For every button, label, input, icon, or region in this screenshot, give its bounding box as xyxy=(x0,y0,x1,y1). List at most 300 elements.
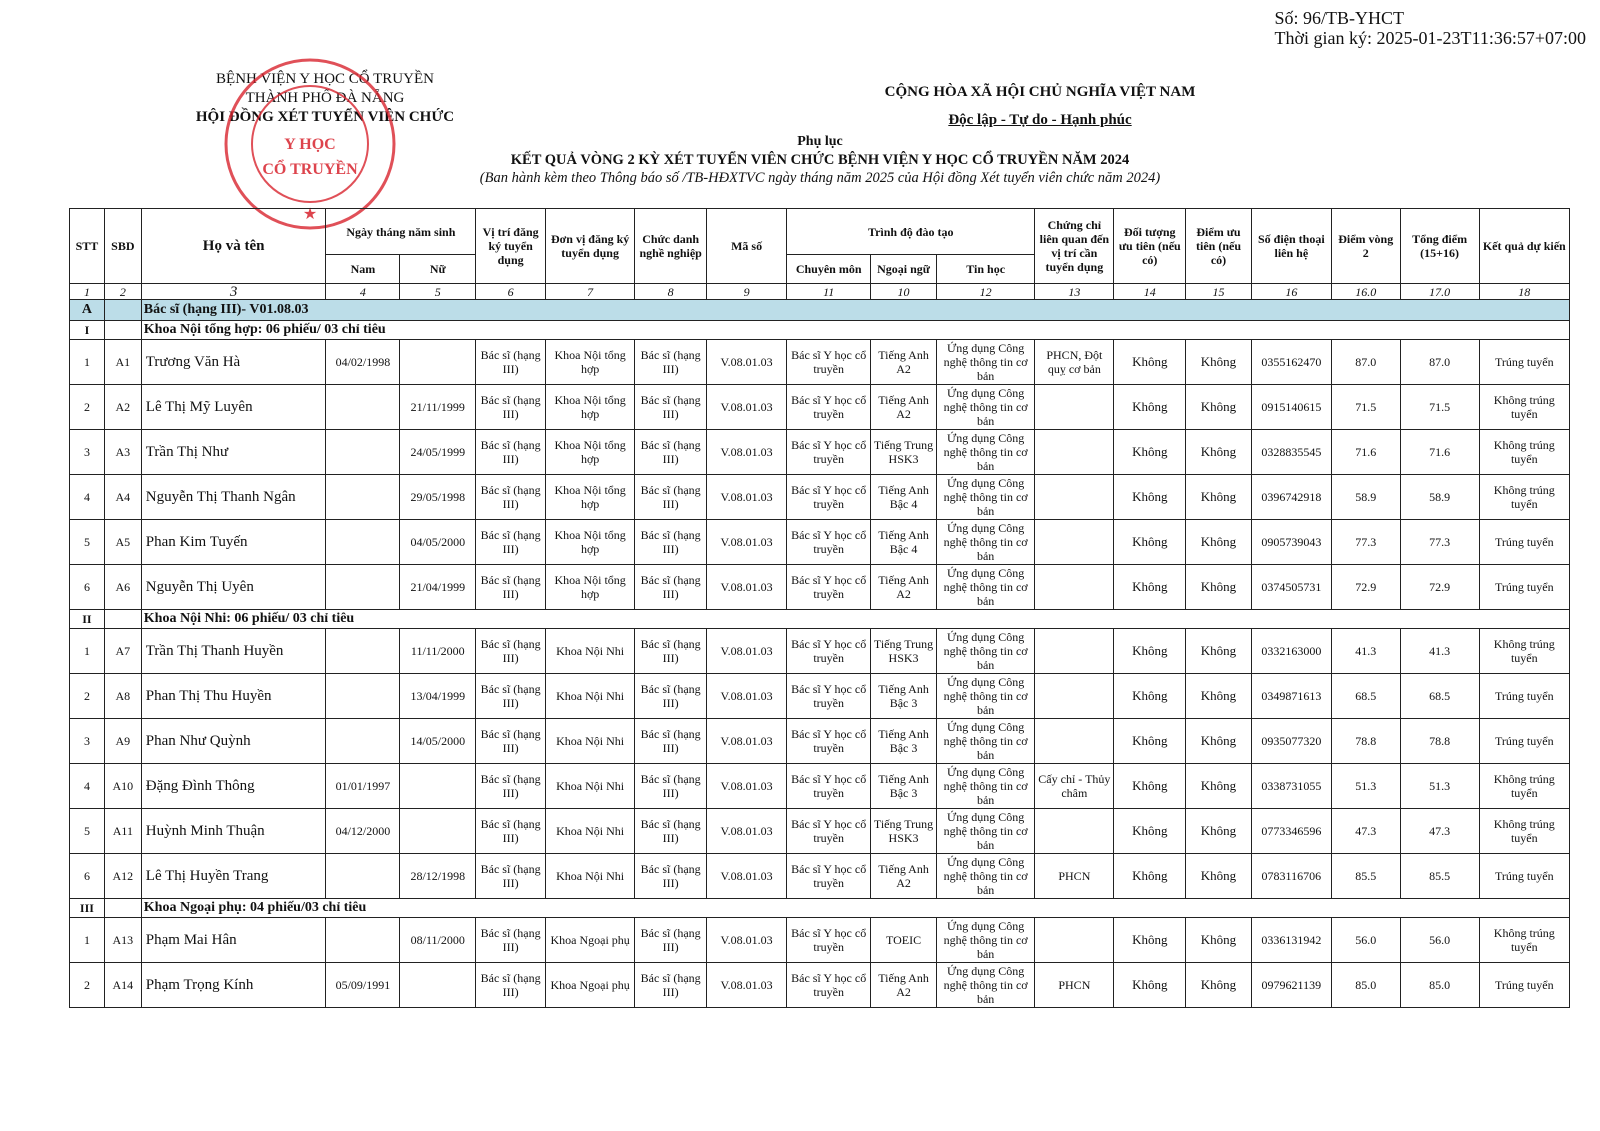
phone: 0935077320 xyxy=(1251,719,1331,764)
row-sbd: A2 xyxy=(104,385,141,430)
round2-score: 56.0 xyxy=(1331,918,1400,963)
language: Tiếng Anh Bậc 4 xyxy=(871,475,937,520)
phone: 0783116706 xyxy=(1251,854,1331,899)
it-skill: Ứng dụng Công nghệ thông tin cơ bản xyxy=(936,385,1034,430)
column-number: 2 xyxy=(104,284,141,300)
column-number: 5 xyxy=(400,284,476,300)
total-score: 71.6 xyxy=(1400,430,1479,475)
dob-female xyxy=(400,809,476,854)
section-a-row xyxy=(70,300,1570,321)
position: Bác sĩ (hạng III) xyxy=(476,520,546,565)
column-number: 4 xyxy=(326,284,400,300)
job-code: V.08.01.03 xyxy=(707,385,787,430)
job-code: V.08.01.03 xyxy=(707,340,787,385)
dob-female: 08/11/2000 xyxy=(400,918,476,963)
priority-points: Không xyxy=(1186,430,1252,475)
job-code: V.08.01.03 xyxy=(707,963,787,1008)
group-code: III xyxy=(70,899,105,918)
row-sbd: A13 xyxy=(104,918,141,963)
dob-female: 14/05/2000 xyxy=(400,719,476,764)
column-number: 13 xyxy=(1035,284,1114,300)
dob-female: 24/05/1999 xyxy=(400,430,476,475)
priority-object: Không xyxy=(1114,475,1186,520)
header-phone: Số điện thoại liên hệ xyxy=(1251,209,1331,284)
round2-score: 85.5 xyxy=(1331,854,1400,899)
priority-points: Không xyxy=(1186,918,1252,963)
subtitle: (Ban hành kèm theo Thông báo số /TB-HĐXTVC ngày tháng năm 2025 của Hội đồng Xét tuyển viên chức năm 2024) xyxy=(479,170,1161,186)
priority-points: Không xyxy=(1186,629,1252,674)
priority-points: Không xyxy=(1186,719,1252,764)
priority-object: Không xyxy=(1114,385,1186,430)
dob-female: 21/04/1999 xyxy=(400,565,476,610)
column-number: 3 xyxy=(141,284,326,300)
major: Bác sĩ Y học cổ truyền xyxy=(787,918,871,963)
certificate xyxy=(1035,430,1114,475)
phone: 0915140615 xyxy=(1251,385,1331,430)
row-stt: 6 xyxy=(70,854,105,899)
column-number: 18 xyxy=(1479,284,1569,300)
it-skill: Ứng dụng Công nghệ thông tin cơ bản xyxy=(936,340,1034,385)
priority-object: Không xyxy=(1114,520,1186,565)
dob-male: 04/12/2000 xyxy=(326,809,400,854)
result: Không trúng tuyển xyxy=(1479,764,1569,809)
major: Bác sĩ Y học cổ truyền xyxy=(787,854,871,899)
priority-object: Không xyxy=(1114,430,1186,475)
position: Bác sĩ (hạng III) xyxy=(476,809,546,854)
language: Tiếng Trung HSK3 xyxy=(871,809,937,854)
column-number: 17.0 xyxy=(1400,284,1479,300)
result: Trúng tuyển xyxy=(1479,340,1569,385)
table-row xyxy=(70,854,1570,899)
dob-female xyxy=(400,764,476,809)
priority-points: Không xyxy=(1186,674,1252,719)
certificate xyxy=(1035,674,1114,719)
row-stt: 1 xyxy=(70,340,105,385)
priority-object: Không xyxy=(1114,565,1186,610)
table-row xyxy=(70,764,1570,809)
certificate: PHCN xyxy=(1035,854,1114,899)
total-score: 77.3 xyxy=(1400,520,1479,565)
candidate-name: Lê Thị Mỹ Luyên xyxy=(141,385,326,430)
row-stt: 2 xyxy=(70,674,105,719)
certificate: PHCN xyxy=(1035,963,1114,1008)
major: Bác sĩ Y học cổ truyền xyxy=(787,764,871,809)
position: Bác sĩ (hạng III) xyxy=(476,764,546,809)
column-number: 15 xyxy=(1186,284,1252,300)
row-stt: 3 xyxy=(70,430,105,475)
position: Bác sĩ (hạng III) xyxy=(476,918,546,963)
row-stt: 2 xyxy=(70,963,105,1008)
result: Trúng tuyển xyxy=(1479,520,1569,565)
table-row xyxy=(70,565,1570,610)
total-score: 87.0 xyxy=(1400,340,1479,385)
dob-female xyxy=(400,340,476,385)
row-stt: 5 xyxy=(70,809,105,854)
row-sbd: A10 xyxy=(104,764,141,809)
result: Không trúng tuyển xyxy=(1479,430,1569,475)
row-stt: 3 xyxy=(70,719,105,764)
dob-male: 04/02/1998 xyxy=(326,340,400,385)
major: Bác sĩ Y học cổ truyền xyxy=(787,809,871,854)
unit: Khoa Nội Nhi xyxy=(546,674,635,719)
priority-object: Không xyxy=(1114,719,1186,764)
language: Tiếng Anh A2 xyxy=(871,963,937,1008)
header-edu: Trình độ đào tạo xyxy=(787,209,1035,255)
header-major: Chuyên môn xyxy=(787,255,871,284)
candidate-name: Phan Thị Thu Huyền xyxy=(141,674,326,719)
table-row xyxy=(70,520,1570,565)
city-name: THÀNH PHỐ ĐÀ NẴNG xyxy=(245,90,405,106)
job-title: Bác sĩ (hạng III) xyxy=(635,340,707,385)
priority-points: Không xyxy=(1186,520,1252,565)
column-number: 9 xyxy=(707,284,787,300)
priority-points: Không xyxy=(1186,809,1252,854)
candidate-name: Trần Thị Như xyxy=(141,430,326,475)
table-row xyxy=(70,340,1570,385)
country-name: CỘNG HÒA XÃ HỘI CHỦ NGHĨA VIỆT NAM xyxy=(884,84,1196,100)
dob-male xyxy=(326,430,400,475)
result: Trúng tuyển xyxy=(1479,854,1569,899)
job-title: Bác sĩ (hạng III) xyxy=(635,963,707,1008)
unit: Khoa Nội tổng hợp xyxy=(546,520,635,565)
unit: Khoa Nội tổng hợp xyxy=(546,430,635,475)
digital-signature xyxy=(1275,8,1586,48)
language: Tiếng Anh Bậc 3 xyxy=(871,719,937,764)
certificate xyxy=(1035,520,1114,565)
result: Không trúng tuyển xyxy=(1479,475,1569,520)
candidate-name: Trần Thị Thanh Huyền xyxy=(141,629,326,674)
column-number: 7 xyxy=(546,284,635,300)
major: Bác sĩ Y học cổ truyền xyxy=(787,430,871,475)
job-code: V.08.01.03 xyxy=(707,719,787,764)
certificate xyxy=(1035,385,1114,430)
it-skill: Ứng dụng Công nghệ thông tin cơ bản xyxy=(936,520,1034,565)
dob-female: 29/05/1998 xyxy=(400,475,476,520)
round2-score: 41.3 xyxy=(1331,629,1400,674)
major: Bác sĩ Y học cổ truyền xyxy=(787,629,871,674)
row-stt: 4 xyxy=(70,764,105,809)
language: Tiếng Anh A2 xyxy=(871,565,937,610)
job-code: V.08.01.03 xyxy=(707,918,787,963)
total-score: 85.0 xyxy=(1400,963,1479,1008)
candidate-name: Huỳnh Minh Thuận xyxy=(141,809,326,854)
dob-male xyxy=(326,629,400,674)
round2-score: 51.3 xyxy=(1331,764,1400,809)
unit: Khoa Nội Nhi xyxy=(546,764,635,809)
total-score: 85.5 xyxy=(1400,854,1479,899)
priority-object: Không xyxy=(1114,854,1186,899)
table-row xyxy=(70,629,1570,674)
group-code: I xyxy=(70,321,105,340)
table-row xyxy=(70,674,1570,719)
it-skill: Ứng dụng Công nghệ thông tin cơ bản xyxy=(936,475,1034,520)
row-sbd: A3 xyxy=(104,430,141,475)
unit: Khoa Ngoại phụ xyxy=(546,918,635,963)
document-number: Số: 96/TB-YHCT xyxy=(1274,8,1405,28)
job-title: Bác sĩ (hạng III) xyxy=(635,629,707,674)
header-it: Tin học xyxy=(936,255,1034,284)
job-title: Bác sĩ (hạng III) xyxy=(635,764,707,809)
table-row xyxy=(70,430,1570,475)
result: Trúng tuyển xyxy=(1479,674,1569,719)
position: Bác sĩ (hạng III) xyxy=(476,385,546,430)
dob-male xyxy=(326,385,400,430)
priority-object: Không xyxy=(1114,340,1186,385)
candidate-name: Phạm Trọng Kính xyxy=(141,963,326,1008)
it-skill: Ứng dụng Công nghệ thông tin cơ bản xyxy=(936,809,1034,854)
job-code: V.08.01.03 xyxy=(707,475,787,520)
round2-score: 72.9 xyxy=(1331,565,1400,610)
priority-points: Không xyxy=(1186,565,1252,610)
column-number: 1 xyxy=(70,284,105,300)
unit: Khoa Nội Nhi xyxy=(546,719,635,764)
it-skill: Ứng dụng Công nghệ thông tin cơ bản xyxy=(936,764,1034,809)
result: Không trúng tuyển xyxy=(1479,918,1569,963)
svg-text:★: ★ xyxy=(302,206,318,223)
priority-object: Không xyxy=(1114,629,1186,674)
column-number: 8 xyxy=(635,284,707,300)
unit: Khoa Nội tổng hợp xyxy=(546,565,635,610)
unit: Khoa Ngoại phụ xyxy=(546,963,635,1008)
total-score: 56.0 xyxy=(1400,918,1479,963)
signing-time: Thời gian ký: 2025-01-23T11:36:57+07:00 xyxy=(1274,28,1586,48)
major: Bác sĩ Y học cổ truyền xyxy=(787,340,871,385)
results-table xyxy=(69,208,1570,1008)
certificate: PHCN, Đột quỵ cơ bản xyxy=(1035,340,1114,385)
group-header-row xyxy=(70,321,1570,340)
total-score: 72.9 xyxy=(1400,565,1479,610)
header-cert: Chứng chỉ liên quan đến vị trí cần tuyển dụng xyxy=(1035,209,1114,284)
certificate xyxy=(1035,629,1114,674)
dob-male xyxy=(326,520,400,565)
job-code: V.08.01.03 xyxy=(707,565,787,610)
section-a-label: Bác sĩ (hạng III)- V01.08.03 xyxy=(141,300,1569,321)
it-skill: Ứng dụng Công nghệ thông tin cơ bản xyxy=(936,854,1034,899)
group-code: II xyxy=(70,610,105,629)
result: Trúng tuyển xyxy=(1479,963,1569,1008)
appendix-label: Phụ lục xyxy=(797,134,843,149)
unit: Khoa Nội Nhi xyxy=(546,854,635,899)
job-title: Bác sĩ (hạng III) xyxy=(635,809,707,854)
header-female: Nữ xyxy=(400,255,476,284)
position: Bác sĩ (hạng III) xyxy=(476,430,546,475)
job-code: V.08.01.03 xyxy=(707,854,787,899)
priority-object: Không xyxy=(1114,764,1186,809)
job-title: Bác sĩ (hạng III) xyxy=(635,719,707,764)
dob-male xyxy=(326,918,400,963)
column-number: 14 xyxy=(1114,284,1186,300)
row-stt: 2 xyxy=(70,385,105,430)
header-total: Tổng điểm (15+16) xyxy=(1400,209,1479,284)
phone: 0773346596 xyxy=(1251,809,1331,854)
column-number: 16 xyxy=(1251,284,1331,300)
it-skill: Ứng dụng Công nghệ thông tin cơ bản xyxy=(936,674,1034,719)
row-sbd: A4 xyxy=(104,475,141,520)
job-title: Bác sĩ (hạng III) xyxy=(635,674,707,719)
it-skill: Ứng dụng Công nghệ thông tin cơ bản xyxy=(936,565,1034,610)
result: Trúng tuyển xyxy=(1479,565,1569,610)
major: Bác sĩ Y học cổ truyền xyxy=(787,385,871,430)
unit: Khoa Nội Nhi xyxy=(546,809,635,854)
header-stt: STT xyxy=(70,209,105,284)
group-label: Khoa Nội tổng hợp: 06 phiếu/ 03 chỉ tiêu xyxy=(141,321,1569,340)
position: Bác sĩ (hạng III) xyxy=(476,719,546,764)
row-sbd: A5 xyxy=(104,520,141,565)
row-stt: 6 xyxy=(70,565,105,610)
major: Bác sĩ Y học cổ truyền xyxy=(787,475,871,520)
it-skill: Ứng dụng Công nghệ thông tin cơ bản xyxy=(936,963,1034,1008)
candidate-name: Nguyễn Thị Thanh Ngân xyxy=(141,475,326,520)
certificate xyxy=(1035,475,1114,520)
table-row xyxy=(70,475,1570,520)
job-code: V.08.01.03 xyxy=(707,520,787,565)
group-label: Khoa Ngoại phụ: 04 phiếu/03 chỉ tiêu xyxy=(141,899,1569,918)
priority-object: Không xyxy=(1114,809,1186,854)
unit: Khoa Nội Nhi xyxy=(546,629,635,674)
major: Bác sĩ Y học cổ truyền xyxy=(787,565,871,610)
phone: 0905739043 xyxy=(1251,520,1331,565)
header-male: Nam xyxy=(326,255,400,284)
result: Không trúng tuyển xyxy=(1479,809,1569,854)
language: Tiếng Anh A2 xyxy=(871,385,937,430)
total-score: 47.3 xyxy=(1400,809,1479,854)
language: Tiếng Trung HSK3 xyxy=(871,430,937,475)
phone: 0979621139 xyxy=(1251,963,1331,1008)
total-score: 58.9 xyxy=(1400,475,1479,520)
dob-male: 05/09/1991 xyxy=(326,963,400,1008)
certificate: Cấy chỉ - Thủy châm xyxy=(1035,764,1114,809)
language: Tiếng Anh A2 xyxy=(871,854,937,899)
total-score: 71.5 xyxy=(1400,385,1479,430)
candidate-name: Trương Văn Hà xyxy=(141,340,326,385)
total-score: 51.3 xyxy=(1400,764,1479,809)
group-header-row xyxy=(70,610,1570,629)
table-row xyxy=(70,809,1570,854)
section-a-code: A xyxy=(70,300,105,321)
round2-score: 77.3 xyxy=(1331,520,1400,565)
round2-score: 58.9 xyxy=(1331,475,1400,520)
priority-points: Không xyxy=(1186,385,1252,430)
priority-points: Không xyxy=(1186,764,1252,809)
phone: 0349871613 xyxy=(1251,674,1331,719)
header-name: Họ và tên xyxy=(141,209,326,284)
column-number: 16.0 xyxy=(1331,284,1400,300)
certificate xyxy=(1035,719,1114,764)
job-title: Bác sĩ (hạng III) xyxy=(635,430,707,475)
group-label: Khoa Nội Nhi: 06 phiếu/ 03 chỉ tiêu xyxy=(141,610,1569,629)
major: Bác sĩ Y học cổ truyền xyxy=(787,719,871,764)
job-code: V.08.01.03 xyxy=(707,674,787,719)
row-sbd: A11 xyxy=(104,809,141,854)
major: Bác sĩ Y học cổ truyền xyxy=(787,674,871,719)
phone: 0338731055 xyxy=(1251,764,1331,809)
dob-male xyxy=(326,475,400,520)
header-priority-pts: Điểm ưu tiên (nếu có) xyxy=(1186,209,1252,284)
column-number: 6 xyxy=(476,284,546,300)
candidate-name: Đặng Đình Thông xyxy=(141,764,326,809)
round2-score: 47.3 xyxy=(1331,809,1400,854)
it-skill: Ứng dụng Công nghệ thông tin cơ bản xyxy=(936,430,1034,475)
header-position: Vị trí đăng ký tuyển dụng xyxy=(476,209,546,284)
phone: 0328835545 xyxy=(1251,430,1331,475)
language: Tiếng Anh Bậc 4 xyxy=(871,520,937,565)
row-sbd: A8 xyxy=(104,674,141,719)
unit: Khoa Nội tổng hợp xyxy=(546,340,635,385)
phone: 0374505731 xyxy=(1251,565,1331,610)
dob-female: 04/05/2000 xyxy=(400,520,476,565)
dob-male: 01/01/1997 xyxy=(326,764,400,809)
dob-female: 28/12/1998 xyxy=(400,854,476,899)
unit: Khoa Nội tổng hợp xyxy=(546,475,635,520)
it-skill: Ứng dụng Công nghệ thông tin cơ bản xyxy=(936,719,1034,764)
job-code: V.08.01.03 xyxy=(707,764,787,809)
row-stt: 1 xyxy=(70,918,105,963)
language: Tiếng Trung HSK3 xyxy=(871,629,937,674)
dob-male xyxy=(326,674,400,719)
result: Không trúng tuyển xyxy=(1479,629,1569,674)
motto: Độc lập - Tự do - Hạnh phúc xyxy=(948,112,1132,128)
position: Bác sĩ (hạng III) xyxy=(476,565,546,610)
column-number: 12 xyxy=(936,284,1034,300)
table-row xyxy=(70,719,1570,764)
language: Tiếng Anh Bậc 3 xyxy=(871,764,937,809)
column-number: 10 xyxy=(871,284,937,300)
candidate-name: Phan Kim Tuyến xyxy=(141,520,326,565)
row-sbd: A6 xyxy=(104,565,141,610)
result: Không trúng tuyển xyxy=(1479,385,1569,430)
priority-points: Không xyxy=(1186,340,1252,385)
header-result: Kết quả dự kiến xyxy=(1479,209,1569,284)
group-header-row xyxy=(70,899,1570,918)
job-title: Bác sĩ (hạng III) xyxy=(635,565,707,610)
header-dob: Ngày tháng năm sinh xyxy=(326,209,476,255)
unit: Khoa Nội tổng hợp xyxy=(546,385,635,430)
main-title: KẾT QUẢ VÒNG 2 KỲ XÉT TUYỂN VIÊN CHỨC BỆNH VIỆN Y HỌC CỔ TRUYỀN NĂM 2024 xyxy=(510,152,1130,168)
header-unit: Đơn vị đăng ký tuyển dụng xyxy=(546,209,635,284)
job-code: V.08.01.03 xyxy=(707,809,787,854)
header-priority-obj: Đối tượng ưu tiên (nếu có) xyxy=(1114,209,1186,284)
total-score: 78.8 xyxy=(1400,719,1479,764)
result: Trúng tuyển xyxy=(1479,719,1569,764)
total-score: 41.3 xyxy=(1400,629,1479,674)
position: Bác sĩ (hạng III) xyxy=(476,963,546,1008)
position: Bác sĩ (hạng III) xyxy=(476,629,546,674)
language: Tiếng Anh Bậc 3 xyxy=(871,674,937,719)
dob-male xyxy=(326,854,400,899)
priority-object: Không xyxy=(1114,963,1186,1008)
certificate xyxy=(1035,809,1114,854)
row-stt: 5 xyxy=(70,520,105,565)
priority-points: Không xyxy=(1186,854,1252,899)
hospital-name: BỆNH VIỆN Y HỌC CỔ TRUYỀN xyxy=(216,71,434,87)
round2-score: 87.0 xyxy=(1331,340,1400,385)
dob-male xyxy=(326,565,400,610)
round2-score: 78.8 xyxy=(1331,719,1400,764)
job-title: Bác sĩ (hạng III) xyxy=(635,854,707,899)
row-sbd: A14 xyxy=(104,963,141,1008)
header-round2: Điểm vòng 2 xyxy=(1331,209,1400,284)
candidate-name: Nguyễn Thị Uyên xyxy=(141,565,326,610)
position: Bác sĩ (hạng III) xyxy=(476,854,546,899)
candidate-name: Phạm Mai Hân xyxy=(141,918,326,963)
language: Tiếng Anh A2 xyxy=(871,340,937,385)
job-code: V.08.01.03 xyxy=(707,430,787,475)
table-row xyxy=(70,963,1570,1008)
it-skill: Ứng dụng Công nghệ thông tin cơ bản xyxy=(936,918,1034,963)
council-name: HỘI ĐỒNG XÉT TUYỂN VIÊN CHỨC xyxy=(195,109,455,125)
job-title: Bác sĩ (hạng III) xyxy=(635,385,707,430)
language: TOEIC xyxy=(871,918,937,963)
